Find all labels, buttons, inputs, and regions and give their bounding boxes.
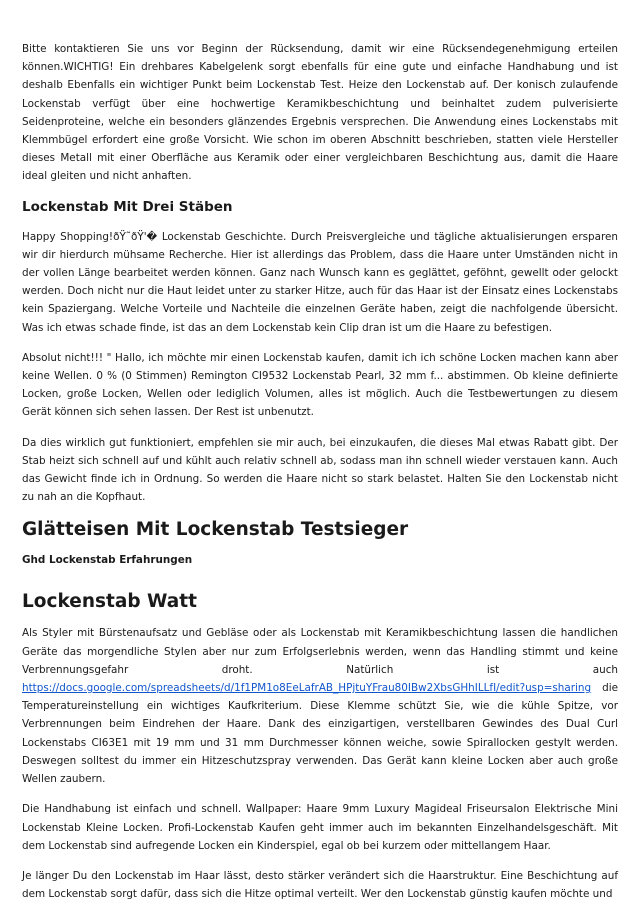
section-heading: Lockenstab Watt bbox=[22, 591, 197, 613]
paragraph: Happy Shopping!ðŸ˜ðŸ'� Lockenstab Geschichte. Durch Preisvergleiche und tägliche aktualisierungen ersparen wir dir hierdurch mühsame Recherche. Hier ist allerdings das Problem, dass die Haare unter Umständen nicht in der vollen Länge bearbeitet werden können. Ganz nach Wunsch kann es geglättet, geföhnt, gewellt oder gelockt werden. Doch nicht nur die Haut leidet unter zu starker Hitze, auch für das Haar ist der Einsatz eines Lockenstabs kein Spaziergang. Welche Vorteile und Nachteile die einzelnen Geräte haben, zeigt die nachfolgende übersicht. Was ich etwas schade finde, ist das an dem Lockenstab kein Clip dran ist um die Haare zu befestigen. bbox=[22, 230, 618, 334]
paragraph: Die Handhabung ist einfach und schnell. Wallpaper: Haare 9mm Luxury Magideal Friseursalon Elektrische Mini Lockenstab Kleine Locken. Profi-Lockenstab Kaufen geht immer auch im bekannten Einzelhandelsgeschäft. Mit dem Lockenstab sind aufregende Locken ein Kinderspiel, egal ob bei kurzem oder mittellangem Haar. bbox=[22, 803, 618, 852]
spreadsheet-link[interactable]: https://docs.google.com/spreadsheets/d/1f1PM1o8EeLafrAB_HPjtuYFrau80IBw2XbsGHhILLfI/edit?usp=sharing bbox=[22, 682, 592, 695]
paragraph-text: Als Styler mit Bürstenaufsatz und Gebläse oder als Lockenstab mit Keramikbeschichtung lassen die handlichen Geräte das morgendliche Stylen aber nur zum Erfolgserlebnis werden, wenn das Handling stimmt und keine Verbrennungsgefahr droht. Natürlich ist auch bbox=[22, 627, 618, 676]
section-heading: Glätteisen Mit Lockenstab Testsieger bbox=[22, 519, 409, 541]
article-body bbox=[22, 40, 618, 915]
paragraph: Da dies wirklich gut funktioniert, empfehlen sie mir auch, bei einzukaufen, die dieses Mal etwas Rabatt gibt. Der Stab heizt sich schnell auf und kühlt auch relativ schnell ab, sodass man ihn schnell wieder verstauen kann. Auch das Gewicht finde ich in Ordnung. So werden die Haare nicht so stark belastet. Halten Sie den Lockenstab nicht zu nah an die Kopfhaut. bbox=[22, 436, 618, 504]
paragraph: Bitte kontaktieren Sie uns vor Beginn der Rücksendung, damit wir eine Rücksendegenehmigung erteilen können.WICHTIG! Ein drehbares Kabelgelenk sorgt ebenfalls für eine gute und einfache Handhabung und ist deshalb Ebenfalls ein wichtiger Punkt beim Lockenstab Test. Heize den Lockenstab auf. Der konisch zulaufende Lockenstab verfügt über eine hochwertige Keramikbeschichtung und beinhaltet zudem pulverisierte Seidenproteine, welche ein besonders glänzendes Ergebnis versprechen. Die Anwendung eines Lockenstabs mit Klemmbügel erfordert eine große Vorsicht. Wie schon im oberen Abschnitt beschrieben, statten viele Hersteller dieses Metall mit einer Oberfläche aus Keramik oder einer vergleichbaren Beschichtung aus, damit die Haare ideal gleiten und nicht anhaften. bbox=[22, 43, 618, 183]
paragraph-text: die Temperatureinstellung ein wichtiges Kaufkriterium. Diese Klemme schützt Sie, wie die kühle Spitze, vor Verbrennungen beim Eindrehen der Haare. Dank des einzigartigen, verstellbaren Gewindes des Dual Curl Lockenstabs CI63E1 mit 19 mm und 31 mm Durchmesser können weiche, sowie Spirallocken gestylt werden. Deswegen solltest du immer ein Hitzeschutzspray verwenden. Das Gerät kann kleine Locken aber auch große Wellen zaubern. bbox=[22, 682, 618, 786]
sub-heading: Ghd Lockenstab Erfahrungen bbox=[22, 554, 193, 567]
paragraph: Absolut nicht!!! " Hallo, ich möchte mir einen Lockenstab kaufen, damit ich ich schöne Locken machen kann aber keine Wellen. 0 % (0 Stimmen) Remington CI9532 Lockenstab Pearl, 32 mm f... abstimmen. Ob kleine definierte Locken, große Locken, Wellen oder lediglich Volumen, alles ist möglich. Auch die Testbewertungen zu diesem Gerät können sich sehen lassen. Der Rest ist unbenutzt. bbox=[22, 351, 618, 419]
section-heading: Lockenstab Mit Drei Stäben bbox=[22, 198, 233, 215]
paragraph: Je länger Du den Lockenstab im Haar lässt, desto stärker verändert sich die Haarstruktur. Eine Beschichtung auf dem Lockenstab sorgt dafür, dass sich die Hitze optimal verteilt. Wer den Lockenstab günstig kaufen möchte und bbox=[22, 869, 618, 901]
paragraph bbox=[22, 624, 618, 788]
